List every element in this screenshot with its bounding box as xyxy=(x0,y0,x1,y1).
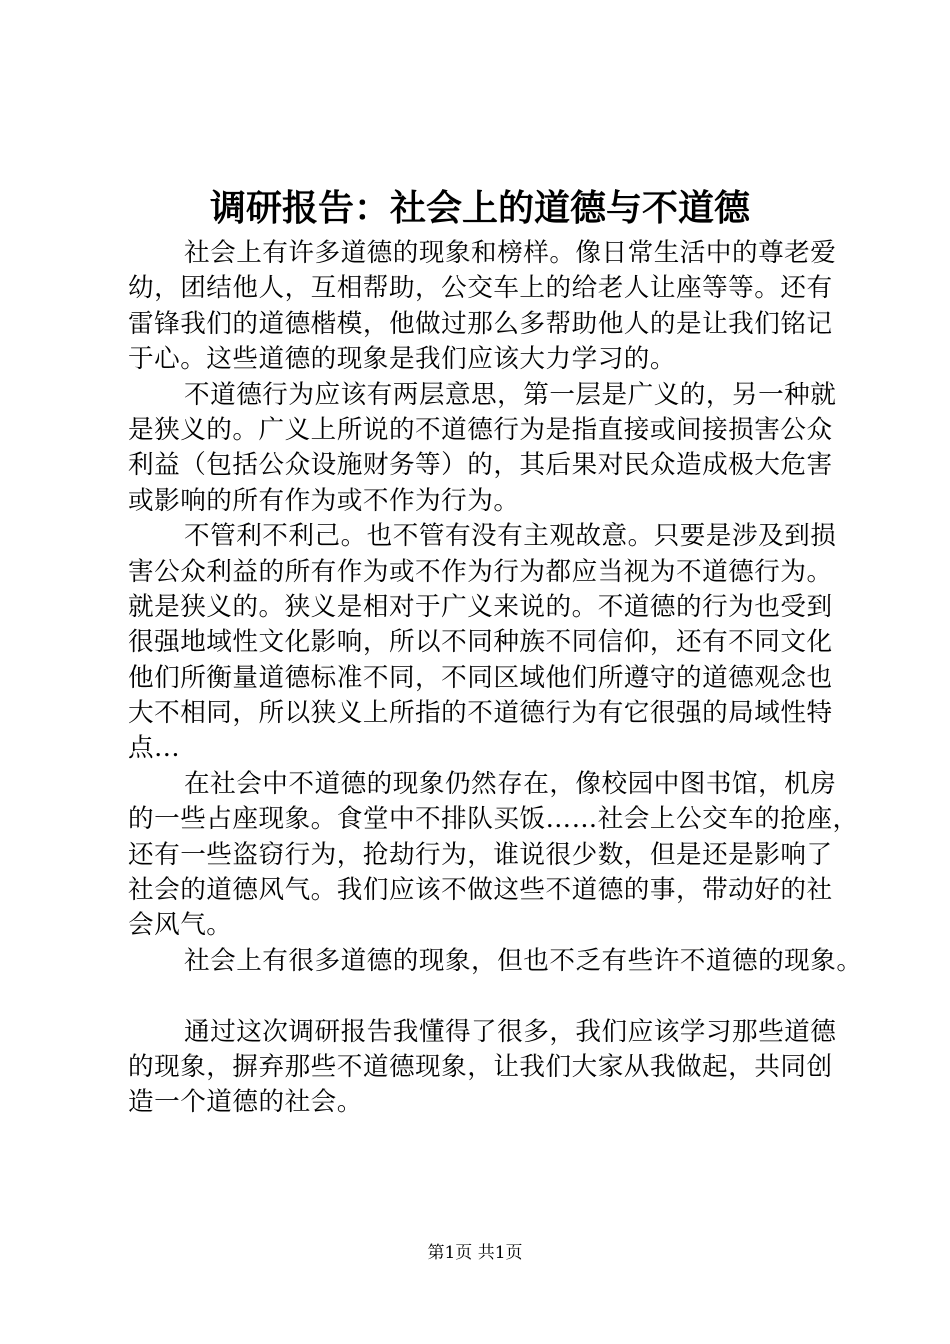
text-line: 雷锋我们的道德楷模，他做过那么多帮助他人的是让我们铭记 xyxy=(128,308,833,339)
document-body xyxy=(128,236,863,1121)
text-line: 社会上有很多道德的现象，但也不乏有些许不道德的现象。 xyxy=(184,945,863,976)
text-line: 害公众利益的所有作为或不作为行为都应当视为不道德行为。 xyxy=(128,556,833,587)
text-line: 社会上有许多道德的现象和榜样。像日常生活中的尊老爱 xyxy=(184,238,837,268)
page-footer: 第1页 共1页 xyxy=(427,1243,523,1263)
text-line: 还有一些盗窃行为，抢劫行为，谁说很少数，但是还是影响了 xyxy=(128,839,833,870)
text-line: 于心。这些道德的现象是我们应该大力学习的。 xyxy=(128,344,676,375)
text-line: 点... xyxy=(128,733,181,764)
text-line: 很强地域性文化影响，所以不同种族不同信仰，还有不同文化 xyxy=(128,627,833,658)
text-line: 幼，团结他人，互相帮助，公交车上的给老人让座等等。还有 xyxy=(128,273,833,304)
text-line: 社会的道德风气。我们应该不做这些不道德的事，带动好的社 xyxy=(128,875,833,906)
document-title: 调研报告：社会上的道德与不道德 xyxy=(209,187,750,229)
text-line: 通过这次调研报告我懂得了很多，我们应该学习那些道德 xyxy=(184,1016,837,1047)
text-line: 造一个道德的社会。 xyxy=(128,1087,363,1118)
text-line: 会风气。 xyxy=(128,910,233,941)
text-line: 他们所衡量道德标准不同，不同区域他们所遵守的道德观念也 xyxy=(128,662,833,693)
blank-line xyxy=(128,979,850,1014)
text-line: 的一些占座现象。食堂中不排队买饭……社会上公交车的抢座， xyxy=(128,804,859,835)
text-line: 的现象，摒弃那些不道德现象，让我们大家从我做起，共同创 xyxy=(128,1051,833,1082)
text-line: 在社会中不道德的现象仍然存在，像校园中图书馆，机房 xyxy=(184,768,837,799)
text-line: 不道德行为应该有两层意思，第一层是广义的，另一种就 xyxy=(184,379,837,410)
text-line: 大不相同，所以狭义上所指的不道德行为有它很强的局域性特 xyxy=(128,698,833,729)
text-line: 不管利不利己。也不管有没有主观故意。只要是涉及到损 xyxy=(184,521,837,552)
text-line: 或影响的所有作为或不作为行为。 xyxy=(128,485,520,516)
text-line: 利益（包括公众设施财务等）的，其后果对民众造成极大危害 xyxy=(128,450,833,481)
text-line: 就是狭义的。狭义是相对于广义来说的。不道德的行为也受到 xyxy=(128,591,833,622)
text-line: 是狭义的。广义上所说的不道德行为是指直接或间接损害公众 xyxy=(128,414,833,445)
